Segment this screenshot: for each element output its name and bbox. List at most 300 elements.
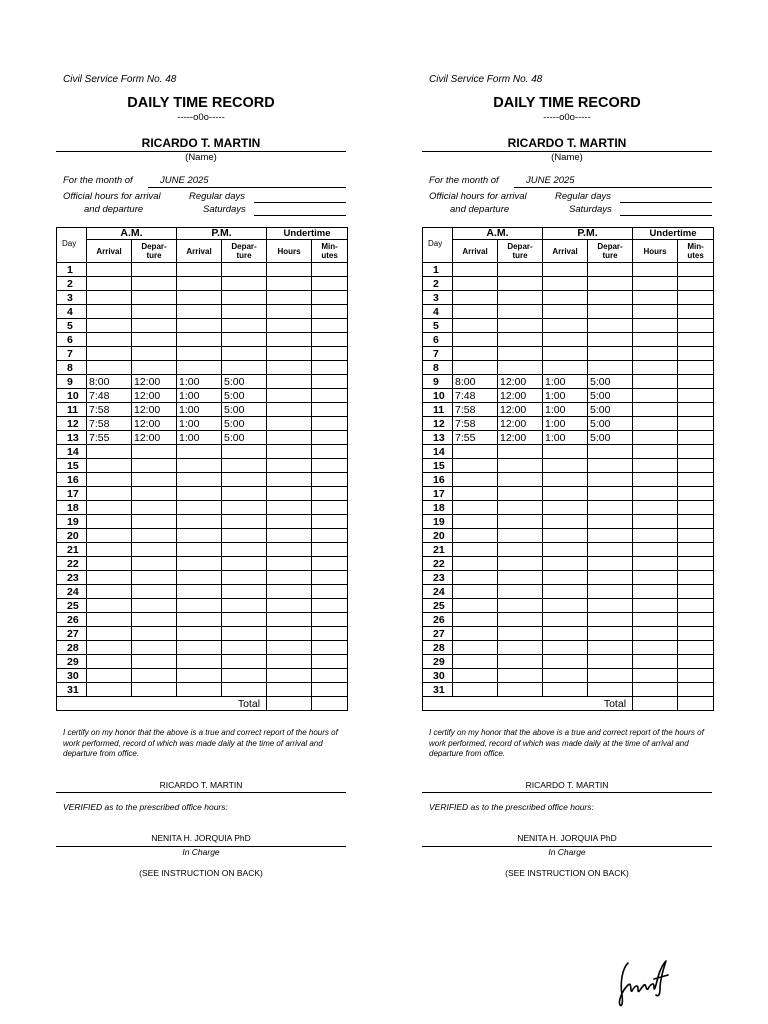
am-arrival-cell xyxy=(87,655,132,669)
undertime-minutes-header: Min- utes xyxy=(678,240,714,263)
month-underline xyxy=(148,187,346,188)
undertime-minutes-cell xyxy=(678,529,714,543)
pm-departure-cell xyxy=(222,445,267,459)
undertime-hours-cell xyxy=(267,501,312,515)
pm-arrival-cell xyxy=(177,557,222,571)
day-header: Day xyxy=(57,228,87,263)
am-arrival-cell xyxy=(87,305,132,319)
pm-arrival-cell: 1:00 xyxy=(177,389,222,403)
pm-arrival-cell xyxy=(177,613,222,627)
am-arrival-cell xyxy=(87,641,132,655)
verified-text: VERIFIED as to the prescribed office hours: xyxy=(429,802,594,812)
undertime-hours-cell xyxy=(633,417,678,431)
pm-departure-cell xyxy=(222,669,267,683)
am-arrival-cell xyxy=(87,361,132,375)
undertime-minutes-cell xyxy=(312,431,348,445)
pm-departure-cell xyxy=(222,501,267,515)
pm-departure-cell: 5:00 xyxy=(588,403,633,417)
undertime-minutes-cell xyxy=(312,529,348,543)
am-departure-cell xyxy=(498,585,543,599)
pm-departure-cell: 5:00 xyxy=(588,389,633,403)
undertime-hours-cell xyxy=(267,375,312,389)
pm-departure-cell xyxy=(222,515,267,529)
day-cell: 19 xyxy=(423,515,453,529)
am-arrival-cell: 7:58 xyxy=(453,417,498,431)
handwritten-signature-icon xyxy=(614,955,674,1011)
undertime-header: Undertime xyxy=(633,228,714,240)
day-cell: 26 xyxy=(57,613,87,627)
pm-arrival-cell xyxy=(543,361,588,375)
am-header: A.M. xyxy=(453,228,543,240)
am-departure-cell xyxy=(132,263,177,277)
day-cell: 1 xyxy=(57,263,87,277)
day-cell: 2 xyxy=(423,277,453,291)
am-departure-cell xyxy=(498,361,543,375)
undertime-minutes-cell xyxy=(678,571,714,585)
table-row xyxy=(423,515,714,529)
table-row xyxy=(423,487,714,501)
day-cell: 18 xyxy=(423,501,453,515)
undertime-minutes-cell xyxy=(678,291,714,305)
undertime-minutes-cell xyxy=(312,515,348,529)
pm-departure-cell xyxy=(588,445,633,459)
table-row xyxy=(423,585,714,599)
undertime-minutes-cell xyxy=(312,389,348,403)
am-departure-cell xyxy=(132,655,177,669)
am-departure-cell: 12:00 xyxy=(132,389,177,403)
pm-arrival-cell xyxy=(177,305,222,319)
table-row xyxy=(57,277,348,291)
saturdays-label: Saturdays xyxy=(569,204,612,215)
pm-departure-cell: 5:00 xyxy=(222,375,267,389)
undertime-minutes-cell xyxy=(678,669,714,683)
am-departure-cell xyxy=(498,445,543,459)
pm-arrival-cell xyxy=(543,515,588,529)
table-row xyxy=(423,445,714,459)
am-departure-cell: 12:00 xyxy=(498,431,543,445)
am-arrival-cell xyxy=(453,361,498,375)
undertime-minutes-cell xyxy=(312,375,348,389)
undertime-minutes-cell xyxy=(312,543,348,557)
am-departure-cell: 12:00 xyxy=(498,417,543,431)
pm-departure-cell xyxy=(222,305,267,319)
pm-departure-cell xyxy=(222,263,267,277)
undertime-hours-cell xyxy=(267,669,312,683)
am-departure-cell xyxy=(132,361,177,375)
am-departure-cell xyxy=(498,613,543,627)
undertime-minutes-cell xyxy=(312,641,348,655)
day-cell: 16 xyxy=(423,473,453,487)
table-row xyxy=(423,501,714,515)
day-cell: 12 xyxy=(423,417,453,431)
undertime-hours-cell xyxy=(633,333,678,347)
pm-departure-cell xyxy=(222,641,267,655)
undertime-minutes-cell xyxy=(678,585,714,599)
table-row xyxy=(423,669,714,683)
am-arrival-cell xyxy=(87,515,132,529)
table-row xyxy=(423,417,714,431)
pm-arrival-cell xyxy=(177,473,222,487)
saturdays-field xyxy=(620,215,712,216)
am-header: A.M. xyxy=(87,228,177,240)
time-record-table xyxy=(56,227,348,711)
table-row xyxy=(57,515,348,529)
pm-arrival-cell xyxy=(543,305,588,319)
table-row xyxy=(423,347,714,361)
table-row xyxy=(57,431,348,445)
am-departure-cell xyxy=(132,333,177,347)
am-departure-cell xyxy=(132,585,177,599)
table-row xyxy=(57,557,348,571)
undertime-hours-cell xyxy=(633,263,678,277)
pm-arrival-cell xyxy=(543,445,588,459)
pm-arrival-cell xyxy=(177,543,222,557)
undertime-hours-cell xyxy=(633,557,678,571)
day-cell: 1 xyxy=(423,263,453,277)
pm-departure-cell xyxy=(222,571,267,585)
am-departure-cell xyxy=(498,487,543,501)
day-cell: 3 xyxy=(423,291,453,305)
undertime-hours-header: Hours xyxy=(633,240,678,263)
pm-arrival-cell: 1:00 xyxy=(177,431,222,445)
pm-arrival-cell xyxy=(543,487,588,501)
pm-arrival-cell xyxy=(543,459,588,473)
pm-departure-cell xyxy=(588,613,633,627)
day-cell: 23 xyxy=(57,571,87,585)
day-cell: 8 xyxy=(57,361,87,375)
am-departure-cell xyxy=(132,529,177,543)
undertime-minutes-cell xyxy=(678,375,714,389)
table-row xyxy=(423,431,714,445)
table-row xyxy=(57,585,348,599)
pm-departure-cell xyxy=(588,585,633,599)
table-row xyxy=(423,459,714,473)
pm-arrival-cell xyxy=(177,655,222,669)
am-departure-cell xyxy=(498,515,543,529)
undertime-minutes-cell xyxy=(312,487,348,501)
instruction-note: (SEE INSTRUCTION ON BACK) xyxy=(505,868,629,878)
pm-arrival-cell xyxy=(543,277,588,291)
am-arrival-cell xyxy=(453,529,498,543)
month-label: For the month of xyxy=(63,175,133,186)
day-cell: 25 xyxy=(423,599,453,613)
am-departure-cell xyxy=(132,501,177,515)
employee-signature-line xyxy=(56,792,346,793)
month-value: JUNE 2025 xyxy=(526,175,575,186)
am-departure-cell: 12:00 xyxy=(498,389,543,403)
undertime-hours-cell xyxy=(633,543,678,557)
undertime-minutes-cell xyxy=(678,627,714,641)
table-row xyxy=(57,683,348,697)
pm-arrival-cell xyxy=(177,347,222,361)
day-cell: 17 xyxy=(423,487,453,501)
total-label: Total xyxy=(57,697,267,711)
regular-days-label: Regular days xyxy=(555,191,611,202)
undertime-hours-cell xyxy=(267,585,312,599)
day-cell: 27 xyxy=(423,627,453,641)
day-cell: 23 xyxy=(423,571,453,585)
day-cell: 15 xyxy=(423,459,453,473)
day-cell: 31 xyxy=(57,683,87,697)
pm-departure-cell xyxy=(222,683,267,697)
employee-name: RICARDO T. MARTIN xyxy=(507,136,627,150)
pm-departure-cell: 5:00 xyxy=(222,417,267,431)
undertime-minutes-cell xyxy=(678,445,714,459)
am-arrival-cell xyxy=(453,655,498,669)
day-cell: 16 xyxy=(57,473,87,487)
pm-departure-cell xyxy=(588,291,633,305)
undertime-minutes-cell xyxy=(678,683,714,697)
undertime-minutes-cell xyxy=(678,389,714,403)
undertime-minutes-cell xyxy=(312,263,348,277)
pm-arrival-cell xyxy=(177,277,222,291)
pm-arrival-cell xyxy=(543,585,588,599)
day-cell: 4 xyxy=(57,305,87,319)
title-ornament: -----o0o----- xyxy=(543,112,591,123)
undertime-hours-cell xyxy=(267,473,312,487)
day-cell: 19 xyxy=(57,515,87,529)
table-row xyxy=(423,627,714,641)
undertime-minutes-cell xyxy=(312,683,348,697)
am-arrival-cell xyxy=(453,305,498,319)
am-departure-cell xyxy=(498,277,543,291)
table-row xyxy=(423,655,714,669)
pm-departure-header: Depar- ture xyxy=(588,240,633,263)
form-title: DAILY TIME RECORD xyxy=(493,95,641,111)
pm-arrival-cell xyxy=(543,557,588,571)
pm-departure-cell xyxy=(222,487,267,501)
am-departure-cell: 12:00 xyxy=(132,403,177,417)
total-minutes xyxy=(678,697,714,711)
day-cell: 9 xyxy=(57,375,87,389)
day-cell: 26 xyxy=(423,613,453,627)
pm-arrival-cell xyxy=(543,571,588,585)
table-row xyxy=(57,487,348,501)
pm-departure-cell xyxy=(222,277,267,291)
am-departure-cell: 12:00 xyxy=(498,403,543,417)
table-row xyxy=(57,599,348,613)
am-arrival-cell xyxy=(87,277,132,291)
am-arrival-cell xyxy=(87,291,132,305)
day-cell: 18 xyxy=(57,501,87,515)
pm-arrival-cell: 1:00 xyxy=(543,431,588,445)
table-row xyxy=(423,403,714,417)
undertime-hours-cell xyxy=(267,305,312,319)
table-row xyxy=(423,277,714,291)
regular-days-label: Regular days xyxy=(189,191,245,202)
pm-departure-cell xyxy=(222,585,267,599)
am-departure-cell xyxy=(498,655,543,669)
undertime-hours-cell xyxy=(267,333,312,347)
undertime-hours-cell xyxy=(267,613,312,627)
pm-arrival-cell xyxy=(543,543,588,557)
table-row xyxy=(57,655,348,669)
am-departure-cell xyxy=(498,305,543,319)
am-arrival-cell xyxy=(453,613,498,627)
undertime-minutes-cell xyxy=(678,641,714,655)
saturdays-field xyxy=(254,215,346,216)
am-arrival-cell xyxy=(87,459,132,473)
undertime-minutes-cell xyxy=(312,669,348,683)
pm-departure-cell xyxy=(222,613,267,627)
pm-arrival-cell xyxy=(177,333,222,347)
am-departure-cell xyxy=(132,445,177,459)
undertime-hours-cell xyxy=(267,319,312,333)
undertime-minutes-cell xyxy=(678,655,714,669)
am-arrival-cell xyxy=(87,487,132,501)
table-row xyxy=(57,263,348,277)
undertime-minutes-cell xyxy=(678,613,714,627)
am-arrival-cell xyxy=(453,291,498,305)
undertime-hours-cell xyxy=(267,459,312,473)
undertime-hours-cell xyxy=(633,473,678,487)
pm-arrival-cell xyxy=(177,445,222,459)
undertime-minutes-cell xyxy=(312,501,348,515)
day-cell: 29 xyxy=(423,655,453,669)
pm-arrival-cell xyxy=(543,627,588,641)
am-arrival-cell xyxy=(87,613,132,627)
official-hours-label-2: and departure xyxy=(84,204,144,215)
pm-departure-cell: 5:00 xyxy=(222,389,267,403)
undertime-hours-cell xyxy=(267,641,312,655)
table-row xyxy=(57,333,348,347)
table-row xyxy=(57,375,348,389)
day-cell: 8 xyxy=(423,361,453,375)
am-arrival-cell xyxy=(453,585,498,599)
undertime-minutes-cell xyxy=(312,305,348,319)
pm-departure-cell xyxy=(222,333,267,347)
undertime-hours-cell xyxy=(267,403,312,417)
undertime-hours-cell xyxy=(267,599,312,613)
pm-departure-cell xyxy=(222,529,267,543)
undertime-hours-cell xyxy=(633,319,678,333)
am-departure-cell xyxy=(132,459,177,473)
am-departure-cell: 12:00 xyxy=(132,417,177,431)
pm-arrival-cell xyxy=(177,529,222,543)
am-arrival-cell xyxy=(453,627,498,641)
am-departure-cell xyxy=(498,291,543,305)
undertime-header: Undertime xyxy=(267,228,348,240)
am-arrival-cell xyxy=(453,683,498,697)
undertime-minutes-cell xyxy=(312,655,348,669)
am-departure-cell xyxy=(132,627,177,641)
day-cell: 9 xyxy=(423,375,453,389)
day-cell: 14 xyxy=(423,445,453,459)
day-cell: 31 xyxy=(423,683,453,697)
am-arrival-cell xyxy=(453,473,498,487)
table-row xyxy=(423,333,714,347)
am-arrival-cell xyxy=(453,515,498,529)
pm-departure-cell xyxy=(588,473,633,487)
day-cell: 13 xyxy=(57,431,87,445)
am-arrival-cell xyxy=(453,641,498,655)
am-arrival-cell xyxy=(453,445,498,459)
am-departure-header: Depar- ture xyxy=(132,240,177,263)
table-row xyxy=(57,459,348,473)
pm-arrival-cell xyxy=(177,571,222,585)
day-cell: 21 xyxy=(423,543,453,557)
pm-arrival-cell: 1:00 xyxy=(543,403,588,417)
pm-arrival-cell xyxy=(543,333,588,347)
table-row xyxy=(423,375,714,389)
undertime-hours-cell xyxy=(633,529,678,543)
pm-arrival-cell xyxy=(543,613,588,627)
pm-departure-cell xyxy=(588,641,633,655)
undertime-hours-header: Hours xyxy=(267,240,312,263)
am-departure-cell xyxy=(132,641,177,655)
am-arrival-cell xyxy=(453,263,498,277)
pm-arrival-cell xyxy=(543,683,588,697)
month-underline xyxy=(514,187,712,188)
undertime-minutes-cell xyxy=(312,613,348,627)
day-cell: 5 xyxy=(57,319,87,333)
day-cell: 24 xyxy=(57,585,87,599)
day-cell: 21 xyxy=(57,543,87,557)
pm-arrival-cell xyxy=(543,263,588,277)
pm-departure-cell xyxy=(222,627,267,641)
undertime-minutes-cell xyxy=(312,459,348,473)
undertime-hours-cell xyxy=(633,291,678,305)
table-row xyxy=(423,361,714,375)
undertime-minutes-cell xyxy=(312,571,348,585)
undertime-minutes-cell xyxy=(312,417,348,431)
undertime-hours-cell xyxy=(633,669,678,683)
am-arrival-cell xyxy=(453,599,498,613)
table-row xyxy=(423,389,714,403)
pm-arrival-cell xyxy=(177,487,222,501)
am-arrival-cell xyxy=(87,445,132,459)
undertime-hours-cell xyxy=(633,515,678,529)
am-arrival-cell xyxy=(87,571,132,585)
day-cell: 22 xyxy=(423,557,453,571)
am-departure-cell xyxy=(132,557,177,571)
pm-arrival-cell xyxy=(543,529,588,543)
day-cell: 15 xyxy=(57,459,87,473)
employee-signature-line xyxy=(422,792,712,793)
regular-days-field xyxy=(254,202,346,203)
am-arrival-cell xyxy=(87,501,132,515)
am-departure-cell xyxy=(498,599,543,613)
pm-departure-cell xyxy=(222,543,267,557)
undertime-minutes-cell xyxy=(312,333,348,347)
undertime-minutes-cell xyxy=(678,277,714,291)
pm-departure-cell xyxy=(588,655,633,669)
table-row xyxy=(57,291,348,305)
day-cell: 20 xyxy=(57,529,87,543)
pm-departure-cell xyxy=(588,277,633,291)
day-cell: 7 xyxy=(57,347,87,361)
am-arrival-cell xyxy=(87,683,132,697)
undertime-minutes-cell xyxy=(678,361,714,375)
am-departure-header: Depar- ture xyxy=(498,240,543,263)
table-row xyxy=(57,417,348,431)
pm-header: P.M. xyxy=(177,228,267,240)
pm-arrival-cell xyxy=(177,361,222,375)
month-label: For the month of xyxy=(429,175,499,186)
total-minutes xyxy=(312,697,348,711)
undertime-hours-cell xyxy=(633,389,678,403)
day-cell: 25 xyxy=(57,599,87,613)
pm-departure-cell xyxy=(222,459,267,473)
pm-departure-cell xyxy=(588,319,633,333)
undertime-hours-cell xyxy=(267,277,312,291)
undertime-minutes-cell xyxy=(678,473,714,487)
undertime-hours-cell xyxy=(267,515,312,529)
am-departure-cell xyxy=(498,501,543,515)
form-number: Civil Service Form No. 48 xyxy=(63,74,177,85)
day-cell: 11 xyxy=(57,403,87,417)
am-arrival-cell: 7:58 xyxy=(87,403,132,417)
